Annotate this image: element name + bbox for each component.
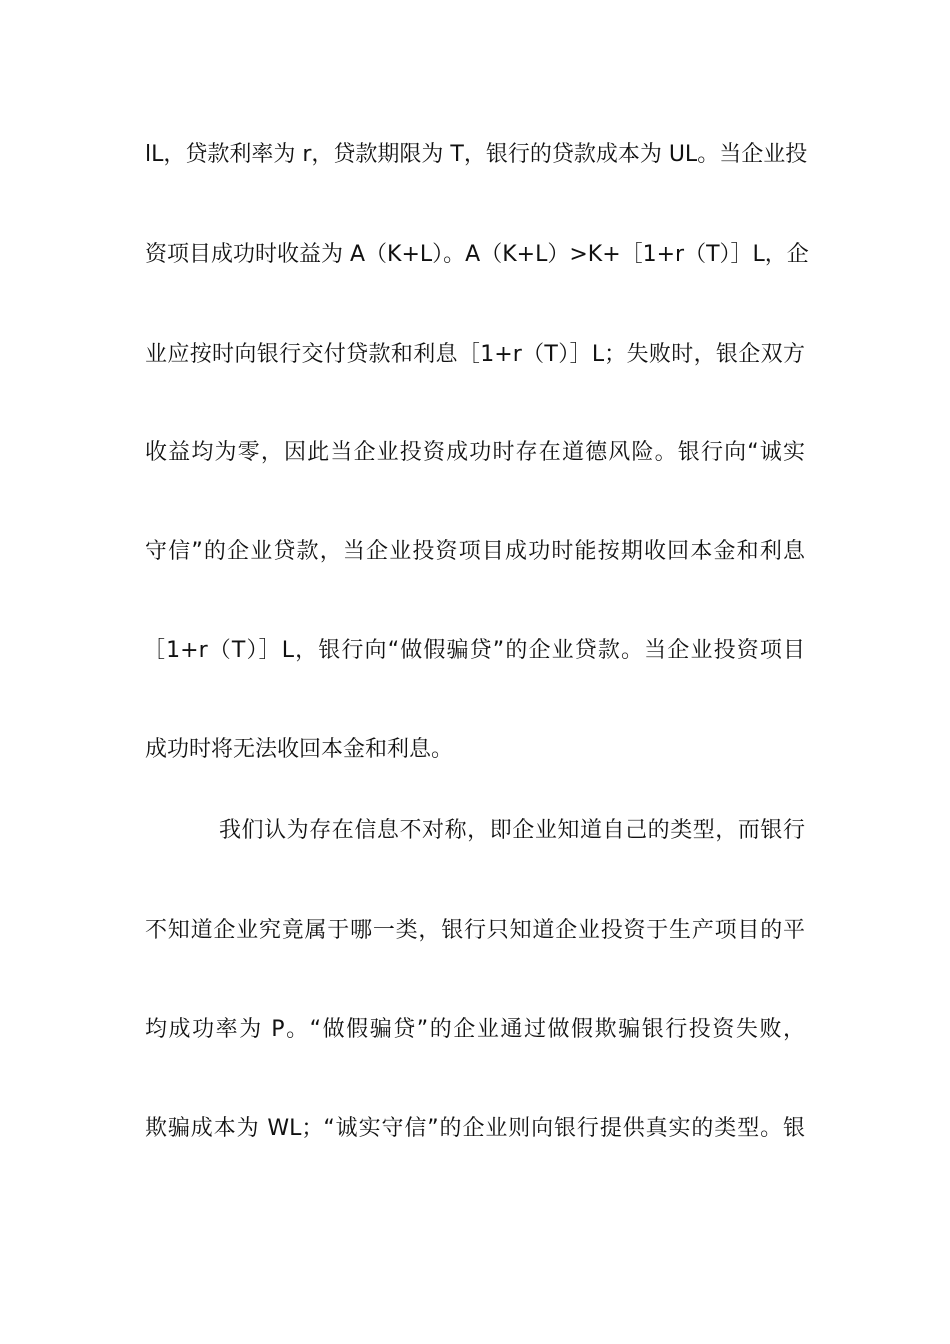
paragraph-line-7: 成功时将无法收回本金和利息。 [145,737,454,762]
paragraph-line-10: 均成功率为 P。“做假骗贷”的企业通过做假欺骗银行投资失败， [145,1017,805,1042]
paragraph-line-8: 我们认为存在信息不对称，即企业知道自己的类型，而银行 [219,818,805,843]
paragraph-line-4: 收益均为零，因此当企业投资成功时存在道德风险。银行向“诚实 [145,440,805,465]
paragraph-line-5: 守信”的企业贷款，当企业投资项目成功时能按期收回本金和利息 [145,539,805,564]
paragraph-line-1: lL，贷款利率为 r，贷款期限为 T，银行的贷款成本为 UL。当企业投 [145,142,808,167]
paragraph-line-6: ［1+r（T）］L，银行向“做假骗贷”的企业贷款。当企业投资项目 [143,638,805,663]
paragraph-line-3: 业应按时向银行交付贷款和利息［1+r（T）］L；失败时，银企双方 [145,342,805,367]
paragraph-line-2: 资项目成功时收益为 A（K+L）。A（K+L）>K+［1+r（T）］L，企 [145,242,809,267]
paragraph-line-11: 欺骗成本为 WL；“诚实守信”的企业则向银行提供真实的类型。银 [145,1116,805,1141]
paragraph-line-9: 不知道企业究竟属于哪一类，银行只知道企业投资于生产项目的平 [145,918,805,943]
